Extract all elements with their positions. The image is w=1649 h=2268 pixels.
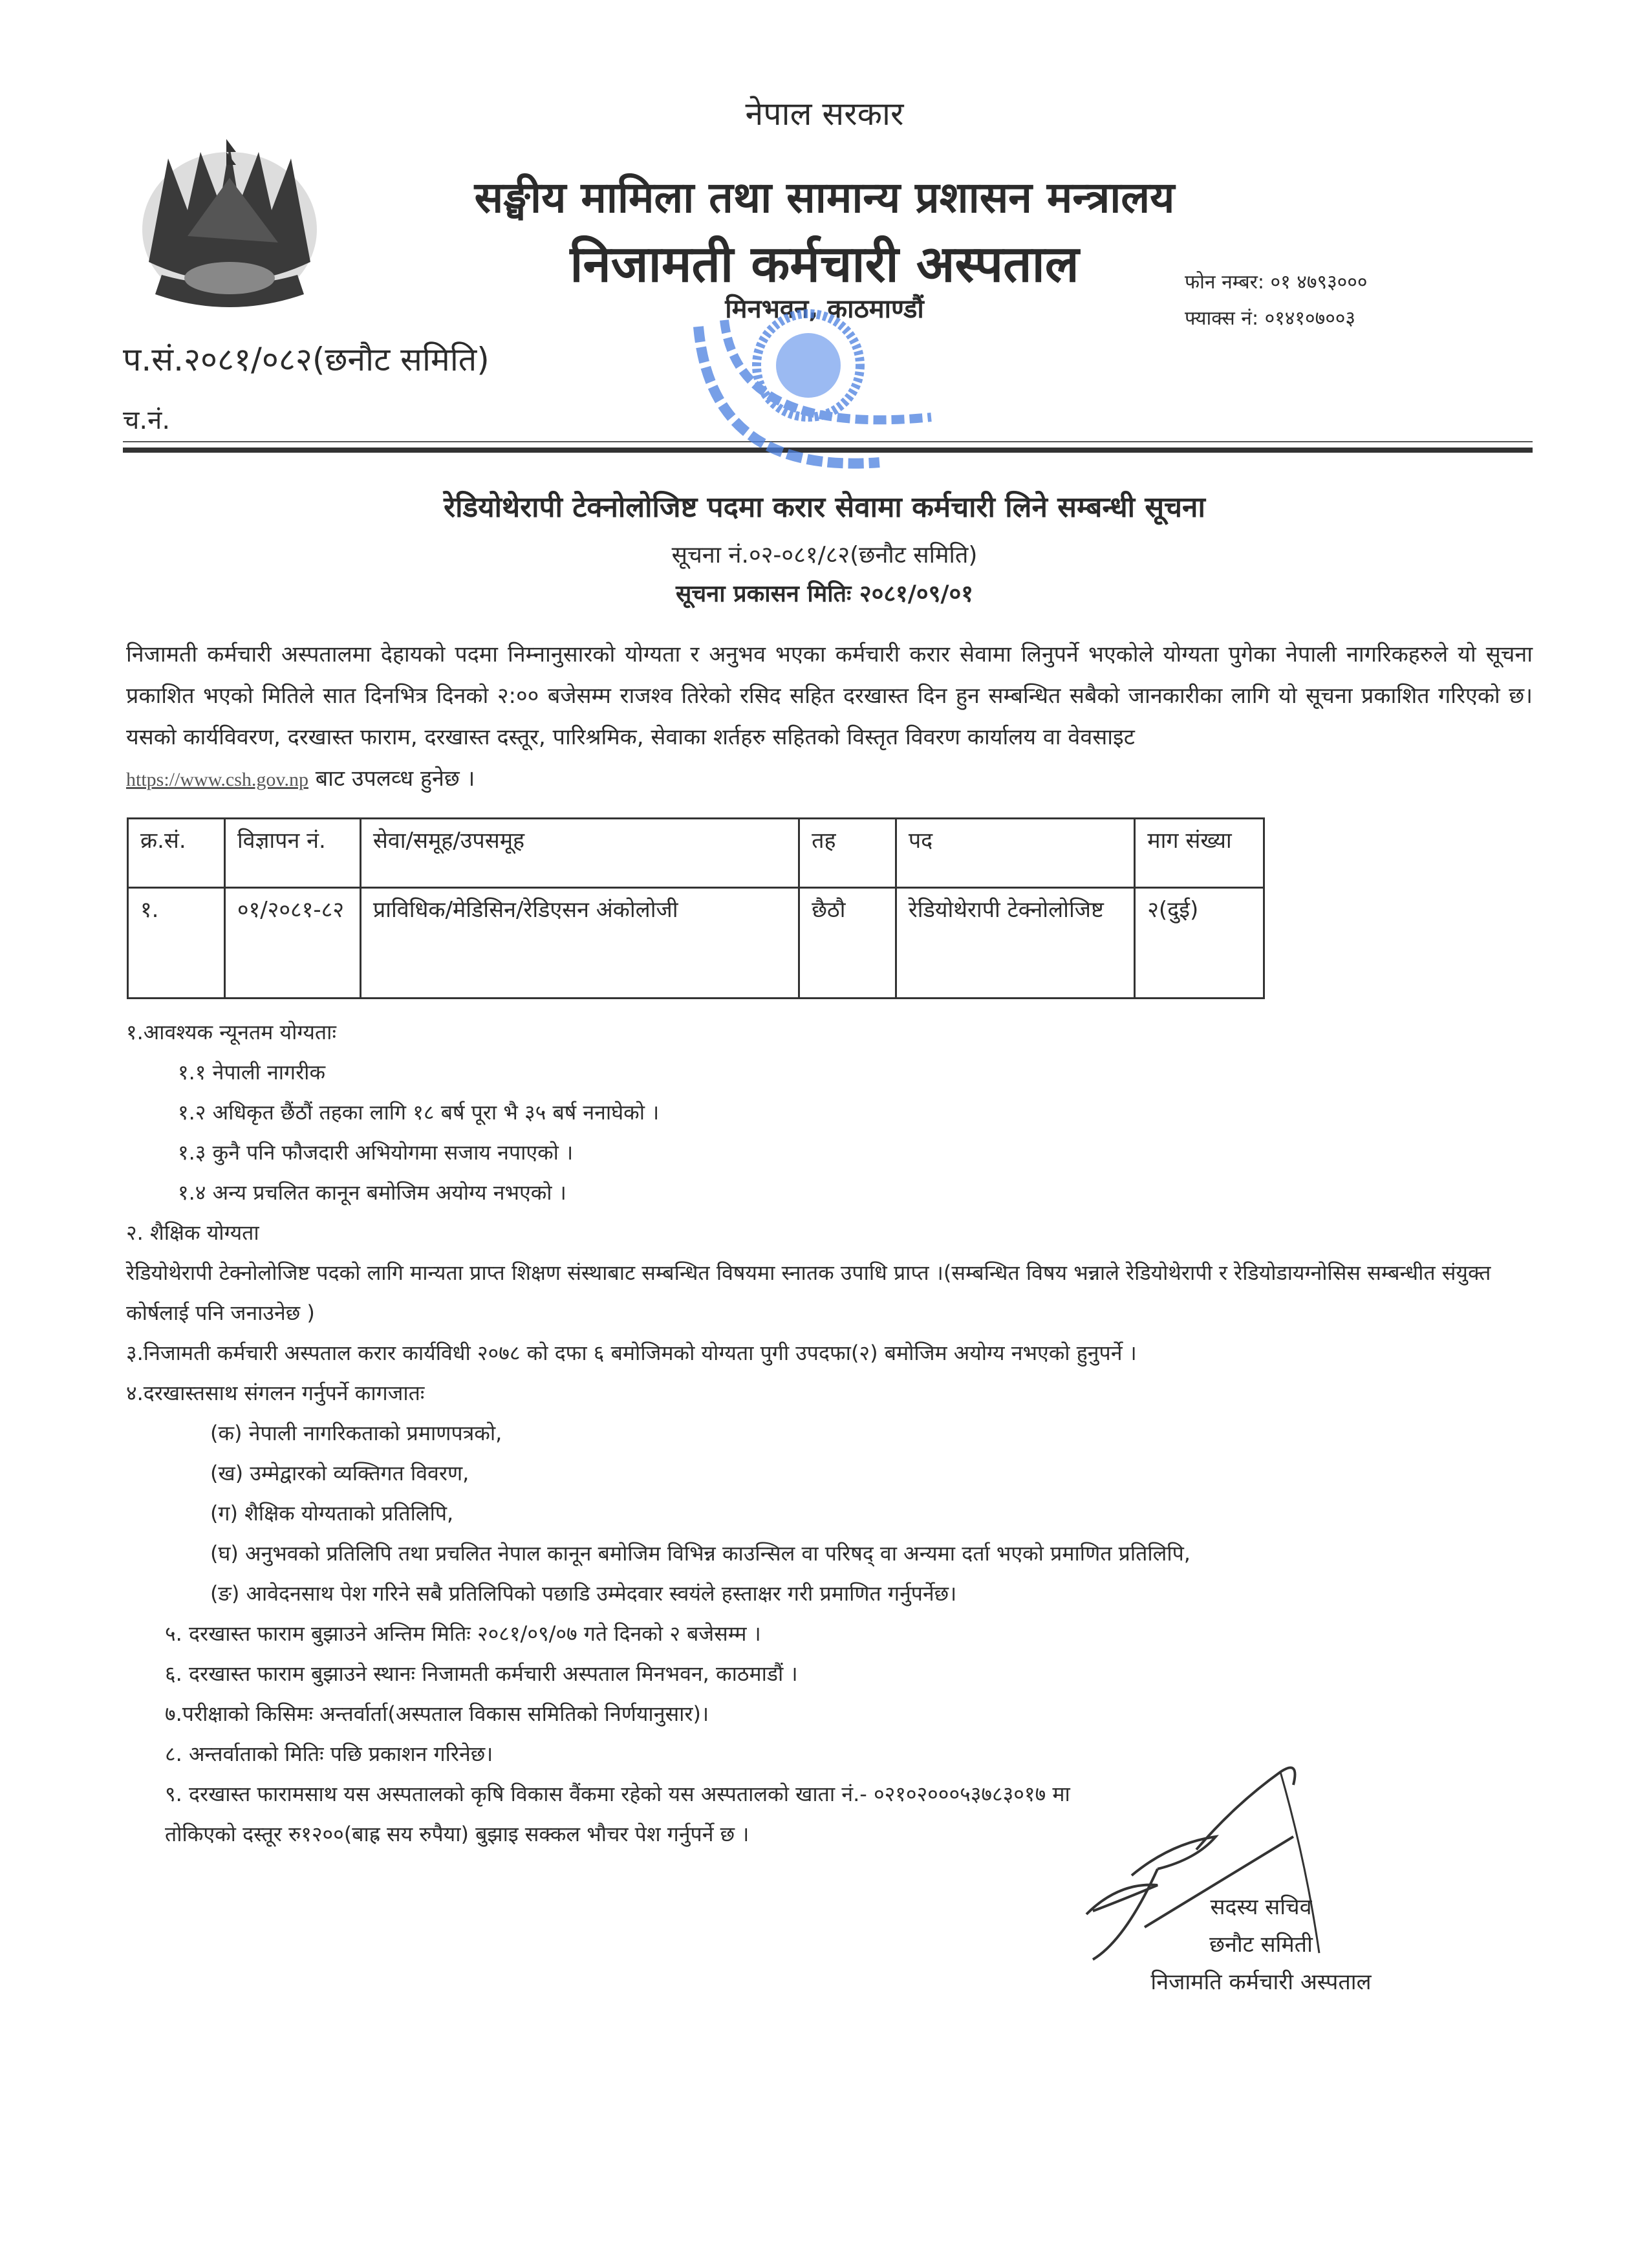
- section-9-continued: तोकिएको दस्तूर रु१२००(बाह्र सय रुपैया) बुझाइ सक्कल भौचर पेश गर्नुपर्ने छ ।: [165, 1822, 749, 1846]
- notice-title: रेडियोथेरापी टेक्नोलोजिष्ट पदमा करार सेवामा कर्मचारी लिने सम्बन्धी सूचना: [444, 491, 1205, 524]
- signatory-block: [1099, 1888, 1423, 2001]
- section-2-text: रेडियोथेरापी टेक्नोलोजिष्ट पदको लागि मान्यता प्राप्त शिक्षण संस्थाबाट सम्बन्धित विषयमा स्नातक उपाधि प्राप्त ।(सम्बन्धित विषय भन्नाले रेडियोथेरापी र रेडियोडायग्नोसिस सम्बन्धीत संयुक्त कोर्षलाई पनि जनाउनेछ ): [126, 1260, 1491, 1325]
- section-4-nga: (ङ) आवेदनसाथ पेश गरिने सबै प्रतिलिपिको पछाडि उम्मेदवार स्वयंले हस्ताक्षर गरी प्रमाणित गर्नुपर्नेछ।: [210, 1581, 957, 1606]
- publication-date: सूचना प्रकासन मितिः २०८१/०९/०१: [676, 581, 973, 607]
- section-9: ९. दरखास्त फारामसाथ यस अस्पतालको कृषि विकास वैंकमा रहेको यस अस्पतालको खाता नं.- ०२१०२०००५३७८३०१७ मा: [165, 1782, 1070, 1806]
- section-1-2: १.२ अधिकृत छैंठौं तहका लागि १८ बर्ष पूरा भै ३५ बर्ष ननाघेको ।: [178, 1100, 660, 1125]
- section-1-4: १.४ अन्य प्रचलित कानून बमोजिम अयोग्य नभएको ।: [178, 1180, 566, 1205]
- section-4-gha: (घ) अनुभवको प्रतिलिपि तथा प्रचलित नेपाल कानून बमोजिम विभिन्न काउन्सिल वा परिषद् वा अन्यमा दर्ता भएको प्रमाणित प्रतिलिपि,: [210, 1541, 1191, 1566]
- vacancy-table: [127, 817, 1265, 999]
- section-1-3: १.३ कुनै पनि फौजदारी अभियोगमा सजाय नपाएको ।: [178, 1140, 574, 1165]
- section-2-heading: २. शैक्षिक योग्यता: [126, 1220, 259, 1245]
- section-4-heading: ४.दरखास्तसाथ संगलन गर्नुपर्ने कागजातः: [126, 1381, 425, 1405]
- section-5: ५. दरखास्त फाराम बुझाउने अन्तिम मितिः २०८१/०९/०७ गते दिनको २ बजेसम्म ।: [165, 1621, 761, 1646]
- reference-number: प.सं.२०८१/०८२(छनौट समिति): [123, 341, 490, 378]
- section-4-ka: (क) नेपाली नागरिकताको प्रमाणपत्रको,: [210, 1421, 502, 1445]
- table-row: [128, 888, 1264, 999]
- website-link[interactable]: https://www.csh.gov.np: [126, 769, 308, 790]
- notice-number: सूचना नं.०२-०८१/८२(छनौट समिति): [671, 542, 978, 568]
- phone-number: फोन नम्बर: ०१ ४७९३०००: [1185, 271, 1368, 294]
- section-4-kha: (ख) उम्मेद्वारको व्यक्तिगत विवरण,: [210, 1461, 469, 1485]
- intro-end-text: बाट उपलव्ध हुनेछ ।: [308, 766, 475, 792]
- ministry-heading: सङ्घीय मामिला तथा सामान्य प्रशासन मन्त्रालय: [474, 173, 1175, 222]
- intro-paragraph: [126, 634, 1533, 801]
- cell-demand-count: २(दुई): [1135, 888, 1264, 999]
- cell-advert-no: ०१/२०८१-८२: [224, 888, 360, 999]
- section-1-1: १.१ नेपाली नागरीक: [178, 1060, 326, 1085]
- requirements-sections: [126, 1012, 1549, 1854]
- signatory-organization: निजामति कर्मचारी अस्पताल: [1150, 1969, 1372, 1995]
- section-3: ३.निजामती कर्मचारी अस्पताल करार कार्यविधी २०७८ को दफा ६ बमोजिमको योग्यता पुगी उपदफा(२) बमोजिम अयोग्य नभएको हुनुपर्ने ।: [126, 1341, 1137, 1365]
- section-8: ८. अन्तर्वाताको मितिः पछि प्रकाशन गरिनेछ।: [165, 1742, 493, 1766]
- cell-level: छैठौ: [799, 888, 896, 999]
- cell-service-group: प्राविधिक/मेडिसिन/रेडिएसन अंकोलोजी: [360, 888, 799, 999]
- column-header: क्र.सं.: [128, 819, 225, 888]
- cell-post: रेडियोथेरापी टेक्नोलोजिष्ट: [896, 888, 1134, 999]
- column-header: माग संख्या: [1135, 819, 1264, 888]
- fax-number: फ्याक्स नं: ०१४१०७००३: [1185, 307, 1355, 330]
- column-header: सेवा/समूह/उपसमूह: [360, 819, 799, 888]
- section-4-ga: (ग) शैक्षिक योग्यताको प्रतिलिपि,: [210, 1501, 454, 1526]
- cell-serial: १.: [128, 888, 225, 999]
- dispatch-number: च.नं.: [123, 405, 171, 435]
- hospital-address: मिनभवन, काठमाण्डौं: [725, 294, 924, 324]
- section-1-heading: १.आवश्यक न्यूनतम योग्यताः: [126, 1020, 336, 1044]
- column-header: पद: [896, 819, 1134, 888]
- signatory-title: सदस्य सचिव: [1210, 1894, 1312, 1920]
- intro-text: निजामती कर्मचारी अस्पतालमा देहायको पदमा निम्नानुसारको योग्यता र अनुभव भएका कर्मचारी करार सेवामा लिनुपर्ने भएकोले योग्यता पुगेका नेपाली नागरिकहरुले यो सूचना प्रकाशित भएको मितिले सात दिनभित्र दिनको २:०० बजेसम्म राजश्व तिरेको रसिद सहित दरखास्त दिन हुन सम्बन्धित सबैको जानकारीका लागि यो सूचना प्रकाशित गरिएको छ। यसको कार्यविवरण, दरखास्त फाराम, दरखास्त दस्तूर, पारिश्रमिक, सेवाका शर्तहरु सहितको विस्तृत विवरण कार्यालय वा वेवसाइट: [126, 642, 1533, 750]
- section-6: ६. दरखास्त फाराम बुझाउने स्थानः निजामती कर्मचारी अस्पताल मिनभवन, काठमाडौं ।: [165, 1661, 798, 1686]
- column-header: विज्ञापन नं.: [224, 819, 360, 888]
- table-header-row: [128, 819, 1264, 888]
- section-7: ७.परीक्षाको किसिमः अन्तर्वार्ता(अस्पताल विकास समितिको निर्णयानुसार)।: [165, 1701, 709, 1726]
- column-header: तह: [799, 819, 896, 888]
- government-heading: नेपाल सरकार: [745, 95, 904, 133]
- hospital-heading: निजामती कर्मचारी अस्पताल: [570, 235, 1079, 294]
- signatory-committee: छनौट समिती: [1209, 1932, 1313, 1958]
